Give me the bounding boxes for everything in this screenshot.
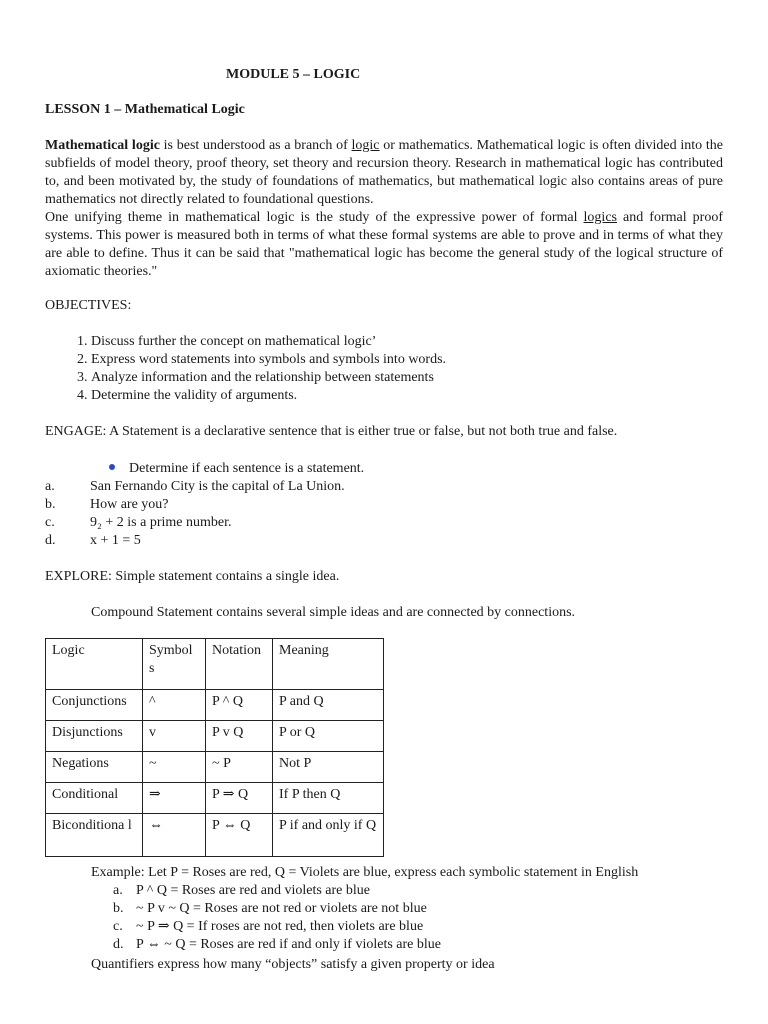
table-cell: ~ bbox=[143, 752, 206, 783]
table-cell: Negations bbox=[46, 752, 143, 783]
table-cell: P ^ Q bbox=[206, 690, 273, 721]
list-item bbox=[45, 496, 345, 514]
table-cell: If P then Q bbox=[273, 783, 384, 814]
table-header-cell: Logic bbox=[46, 639, 143, 690]
engage-bullet bbox=[109, 460, 364, 478]
table-cell: Not P bbox=[273, 752, 384, 783]
table-cell: ^ bbox=[143, 690, 206, 721]
list-item bbox=[45, 514, 345, 532]
table-header-cell: Symbol s bbox=[143, 639, 206, 690]
item-label: c. bbox=[113, 919, 123, 934]
item-label: c. bbox=[45, 515, 55, 530]
table-cell: ⇒ bbox=[143, 783, 206, 814]
list-item bbox=[45, 478, 345, 496]
item-text: P ⇔ ~ Q = Roses are red if and only if violets are blue bbox=[136, 937, 441, 952]
list-item bbox=[113, 900, 441, 918]
item-text: San Fernando City is the capital of La Union. bbox=[90, 479, 345, 494]
list-item bbox=[113, 882, 441, 900]
objective-item: 4. Determine the validity of arguments. bbox=[91, 387, 446, 405]
item-label: d. bbox=[113, 937, 124, 952]
objectives-heading: OBJECTIVES: bbox=[45, 298, 132, 313]
table-cell: Biconditiona l bbox=[46, 814, 143, 857]
objectives-list bbox=[45, 333, 446, 405]
item-label: d. bbox=[45, 533, 56, 548]
example-items bbox=[113, 882, 441, 954]
item-label: b. bbox=[45, 497, 56, 512]
engage-items bbox=[45, 478, 345, 550]
item-label: b. bbox=[113, 901, 124, 916]
table-cell: ~ P bbox=[206, 752, 273, 783]
table-cell: P or Q bbox=[273, 721, 384, 752]
item-text: P ^ Q = Roses are red and violets are blue bbox=[136, 883, 370, 898]
table-cell: Conjunctions bbox=[46, 690, 143, 721]
table-header-cell: Notation bbox=[206, 639, 273, 690]
table-cell: Conditional bbox=[46, 783, 143, 814]
list-item bbox=[45, 532, 345, 550]
compound-text: Compound Statement contains several simple ideas and are connected by connections. bbox=[91, 605, 576, 620]
table-header-row bbox=[46, 639, 384, 690]
table-row bbox=[46, 690, 384, 721]
table-cell: Disjunctions bbox=[46, 721, 143, 752]
bullet-dot-icon bbox=[109, 464, 115, 470]
item-text: ~ P ⇒ Q = If roses are not red, then violets are blue bbox=[136, 919, 424, 934]
table-cell: v bbox=[143, 721, 206, 752]
explore-text: EXPLORE: Simple statement contains a single idea. bbox=[45, 569, 340, 584]
engage-bullet-text: Determine if each sentence is a statement. bbox=[129, 461, 365, 476]
list-item bbox=[113, 918, 441, 936]
table-row bbox=[46, 814, 384, 857]
table-cell: ⇔ bbox=[143, 814, 206, 857]
intro-bold-lead: Mathematical logic bbox=[45, 138, 160, 153]
objective-item: 2. Express word statements into symbols and symbols into words. bbox=[91, 351, 446, 369]
example-text: Example: Let P = Roses are red, Q = Violets are blue, express each symbolic statement in English bbox=[91, 865, 639, 880]
intro-text-b: or mathematics. Mathematical logic is often divided into the subfields of model theory, proof theory, set theory and recursion theory. Research in mathematical logic has contributed to, and been motivated by, the study of foundations of mathematics, but mathematical logic also contains areas of pure mathematics not directly related to foundational questions. bbox=[45, 138, 723, 207]
second-text-a: One unifying theme in mathematical logic is the study of the expressive power of formal bbox=[45, 210, 584, 225]
item-text: 9₂ + 2 is a prime number. bbox=[90, 515, 232, 530]
objective-item: 3. Analyze information and the relationship between statements bbox=[91, 369, 446, 387]
item-text: ~ P v ~ Q = Roses are not red or violets are not blue bbox=[136, 901, 427, 916]
table-cell: P if and only if Q bbox=[273, 814, 384, 857]
item-label: a. bbox=[113, 883, 123, 898]
table-row bbox=[46, 721, 384, 752]
table-row bbox=[46, 752, 384, 783]
engage-text: ENGAGE: A Statement is a declarative sentence that is either true or false, but not both true and false. bbox=[45, 424, 618, 439]
lesson-heading: LESSON 1 – Mathematical Logic bbox=[45, 102, 245, 117]
intro-paragraph bbox=[45, 137, 723, 209]
list-item bbox=[113, 936, 441, 954]
second-text-b: and formal proof systems. This power is measured both in terms of what these formal systems are able to prove and in terms of what they are able to define. Thus it can be said that "mathematical logic has become the general study of the logical structure of axiomatic theories." bbox=[45, 210, 723, 279]
table-cell: P ⇒ Q bbox=[206, 783, 273, 814]
logics-link[interactable]: logics bbox=[583, 210, 617, 225]
item-text: How are you? bbox=[90, 497, 169, 512]
table-cell: P v Q bbox=[206, 721, 273, 752]
module-title: MODULE 5 – LOGIC bbox=[226, 67, 361, 82]
logic-link[interactable]: logic bbox=[351, 138, 380, 153]
quantifiers-text: Quantifiers express how many “objects” satisfy a given property or idea bbox=[91, 957, 495, 972]
item-text: x + 1 = 5 bbox=[90, 533, 141, 548]
intro-text-a: is best understood as a branch of bbox=[159, 138, 352, 153]
table-cell: P and Q bbox=[273, 690, 384, 721]
objective-item: 1. Discuss further the concept on mathematical logic’ bbox=[91, 333, 446, 351]
item-label: a. bbox=[45, 479, 55, 494]
logic-table bbox=[45, 638, 384, 857]
table-row bbox=[46, 783, 384, 814]
table-cell: P ⇔ Q bbox=[206, 814, 273, 857]
second-paragraph bbox=[45, 209, 723, 281]
table-header-cell: Meaning bbox=[273, 639, 384, 690]
